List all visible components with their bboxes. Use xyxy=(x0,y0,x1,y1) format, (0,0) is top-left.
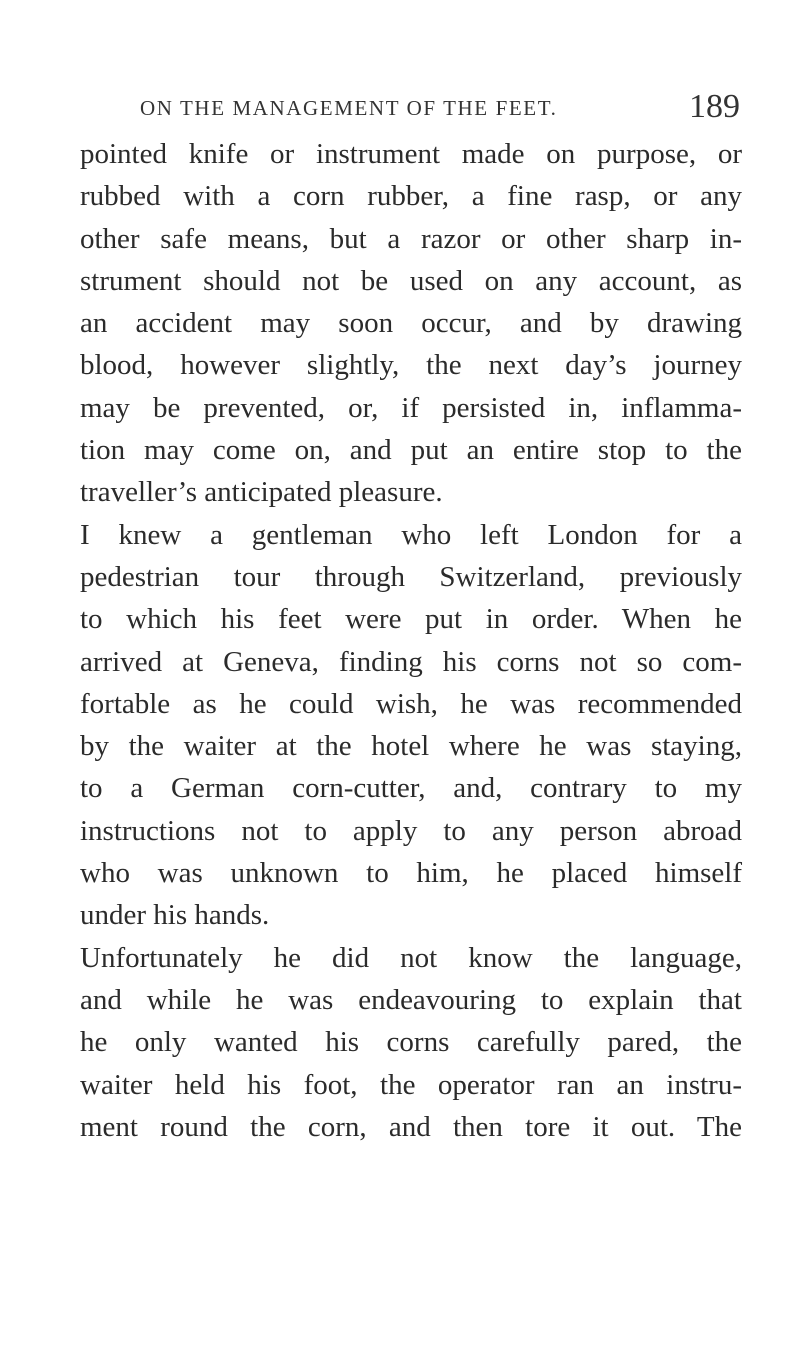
text-line: traveller’s anticipated pleasure. xyxy=(80,476,443,509)
paragraph-2 xyxy=(80,514,742,937)
text-line: under his hands. xyxy=(80,899,270,932)
text-line: may be prevented, or, if persisted in, inflamma- xyxy=(80,391,742,424)
page-number: 189 xyxy=(689,88,740,125)
text-line: blood, however slightly, the next day’s journey xyxy=(80,349,742,382)
text-line: fortable as he could wish, he was recommended xyxy=(80,687,742,720)
text-line: arrived at Geneva, finding his corns not so com- xyxy=(80,645,742,678)
text-line: ment round the corn, and then tore it out. The xyxy=(80,1110,742,1143)
text-line: to which his feet were put in order. When he xyxy=(80,603,742,636)
text-line: who was unknown to him, he placed himself xyxy=(80,857,742,890)
text-line: pointed knife or instrument made on purpose, or xyxy=(80,138,742,170)
text-line: to a German corn-cutter, and, contrary to my xyxy=(80,772,742,805)
text-line: waiter held his foot, the operator ran an instru- xyxy=(80,1068,742,1101)
text-line: by the waiter at the hotel where he was staying, xyxy=(80,730,742,763)
text-line: he only wanted his corns carefully pared, the xyxy=(80,1026,742,1059)
text-line: rubbed with a corn rubber, a fine rasp, or any xyxy=(80,180,742,213)
text-line: Unfortunately he did not know the language, xyxy=(80,941,742,974)
text-line: pedestrian tour through Switzerland, previously xyxy=(80,560,742,593)
text-line: and while he was endeavouring to explain that xyxy=(80,983,742,1016)
text-line: strument should not be used on any account, as xyxy=(80,264,742,297)
text-line: an accident may soon occur, and by drawing xyxy=(80,307,742,340)
paragraph-3 xyxy=(80,937,742,1148)
paragraph-1 xyxy=(80,133,742,514)
text-line: tion may come on, and put an entire stop to the xyxy=(80,434,742,467)
text-line: other safe means, but a razor or other sharp in- xyxy=(80,222,742,255)
text-line: instructions not to apply to any person abroad xyxy=(80,814,742,847)
running-head-title: ON THE MANAGEMENT OF THE FEET. xyxy=(140,96,558,120)
running-head xyxy=(80,88,740,128)
text-line: I knew a gentleman who left London for a xyxy=(80,518,742,551)
body-text xyxy=(80,133,742,1148)
